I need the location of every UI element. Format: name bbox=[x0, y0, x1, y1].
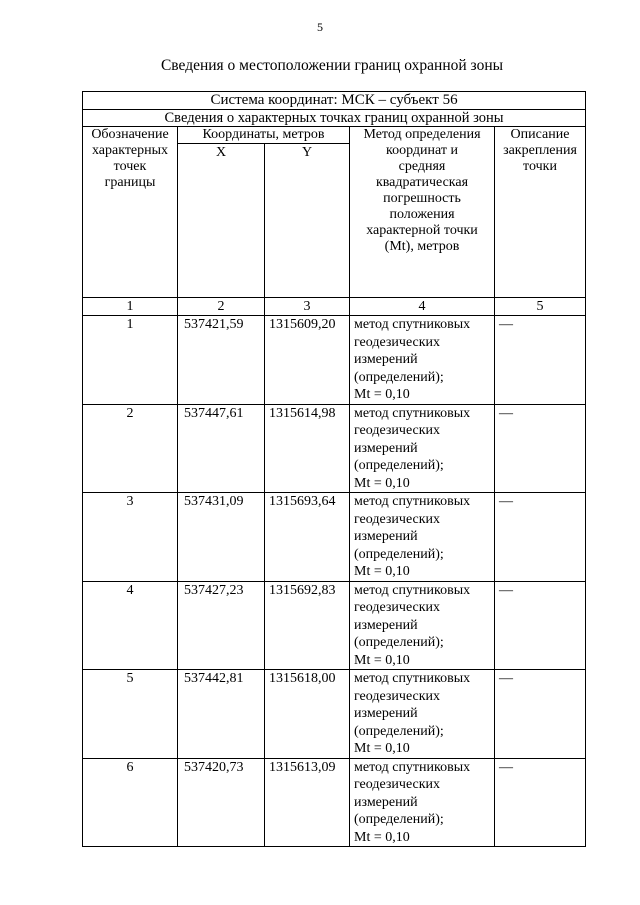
document-title: Сведения о местоположении границ охранной зоны bbox=[160, 57, 504, 74]
x-coordinate: 537431,09 bbox=[178, 493, 265, 582]
header-y: Y bbox=[265, 144, 350, 298]
point-number: 2 bbox=[83, 404, 178, 493]
header-x: X bbox=[178, 144, 265, 298]
point-number: 3 bbox=[83, 493, 178, 582]
boundary-points-table bbox=[82, 91, 586, 847]
description-text: — bbox=[495, 404, 586, 493]
y-coordinate: 1315613,09 bbox=[265, 758, 350, 847]
x-coordinate: 537442,81 bbox=[178, 670, 265, 759]
y-coordinate: 1315609,20 bbox=[265, 316, 350, 405]
method-text: метод спутниковых геодезических измерений (определений); Mt = 0,10 bbox=[350, 758, 495, 847]
method-text: метод спутниковых геодезических измерений (определений); Mt = 0,10 bbox=[350, 670, 495, 759]
table-row bbox=[83, 316, 586, 405]
header-method: Метод определения координат и средняя квадратическая погрешность положения характерной точки (Mt), метров bbox=[350, 127, 495, 298]
column-number: 1 bbox=[83, 298, 178, 316]
x-coordinate: 537447,61 bbox=[178, 404, 265, 493]
table-row bbox=[83, 581, 586, 670]
coordinate-system-cell: Система координат: МСК – субъект 56 bbox=[83, 92, 586, 110]
column-number: 2 bbox=[178, 298, 265, 316]
method-text: метод спутниковых геодезических измерений (определений); Mt = 0,10 bbox=[350, 581, 495, 670]
x-coordinate: 537421,59 bbox=[178, 316, 265, 405]
y-coordinate: 1315692,83 bbox=[265, 581, 350, 670]
point-number: 1 bbox=[83, 316, 178, 405]
y-coordinate: 1315693,64 bbox=[265, 493, 350, 582]
column-number: 5 bbox=[495, 298, 586, 316]
header-description: Описание закрепления точки bbox=[495, 127, 586, 298]
table-row bbox=[83, 404, 586, 493]
table-row bbox=[83, 670, 586, 759]
header-coordinates: Координаты, метров bbox=[178, 127, 350, 144]
method-text: метод спутниковых геодезических измерений (определений); Mt = 0,10 bbox=[350, 316, 495, 405]
description-text: — bbox=[495, 670, 586, 759]
y-coordinate: 1315614,98 bbox=[265, 404, 350, 493]
x-coordinate: 537420,73 bbox=[178, 758, 265, 847]
method-text: метод спутниковых геодезических измерений (определений); Mt = 0,10 bbox=[350, 493, 495, 582]
method-text: метод спутниковых геодезических измерений (определений); Mt = 0,10 bbox=[350, 404, 495, 493]
header-point-designation: Обозначение характерных точек границы bbox=[83, 127, 178, 298]
description-text: — bbox=[495, 758, 586, 847]
point-number: 4 bbox=[83, 581, 178, 670]
column-number: 4 bbox=[350, 298, 495, 316]
table-row bbox=[83, 758, 586, 847]
table-subtitle-cell: Сведения о характерных точках границ охранной зоны bbox=[83, 110, 586, 127]
point-number: 6 bbox=[83, 758, 178, 847]
point-number: 5 bbox=[83, 670, 178, 759]
description-text: — bbox=[495, 493, 586, 582]
x-coordinate: 537427,23 bbox=[178, 581, 265, 670]
column-numbers-row bbox=[83, 298, 586, 316]
table-row bbox=[83, 493, 586, 582]
page-number: 5 bbox=[317, 20, 323, 34]
y-coordinate: 1315618,00 bbox=[265, 670, 350, 759]
description-text: — bbox=[495, 581, 586, 670]
column-number: 3 bbox=[265, 298, 350, 316]
description-text: — bbox=[495, 316, 586, 405]
